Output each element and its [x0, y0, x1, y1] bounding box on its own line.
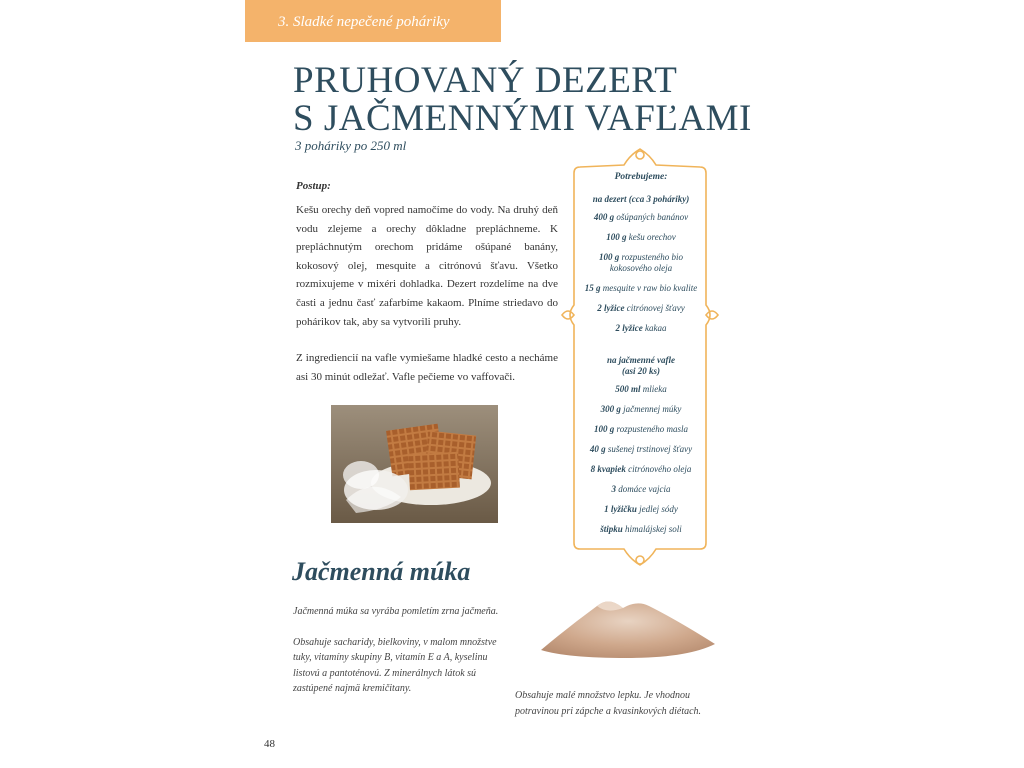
- method-paragraph-1: Kešu orechy deň vopred namočíme do vody. Na druhý deň vodu zlejeme a orechy dôkladne prepláchneme. K prepláchnutým orechom pridáme ošúpané banány, kokosový olej, mesquite a citrónovú šťavu. Všetko rozmixujeme v mixéri dohladka. Dezert rozdelíme na dve časti a jednu časť zafarbíme kakaom. Plníme striedavo do pohárikov tak, aby sa vytvorili pruhy.: [296, 204, 558, 328]
- ingredient-item: [578, 384, 704, 395]
- ingredient-qty: 100 g: [599, 252, 620, 262]
- ingredient-name: jačmennej múky: [623, 404, 682, 414]
- ingredient-qty: 15 g: [584, 283, 601, 293]
- ingredient-name: rozpusteného masla: [616, 424, 688, 434]
- ingredient-qty: 40 g: [589, 444, 606, 454]
- ingredient-name: kešu orechov: [628, 232, 676, 242]
- waffles-illustration: [331, 405, 498, 523]
- group2-title: [578, 355, 704, 377]
- title-line-2: S JAČMENNÝMI VAFĽAMI: [293, 98, 752, 139]
- section-text: [293, 604, 508, 712]
- ingredients-heading: Potrebujeme:: [614, 172, 668, 182]
- ingredient-item: [578, 283, 704, 294]
- ingredient-qty: štipku: [600, 524, 623, 534]
- group1-title: na dezert (cca 3 poháriky): [592, 194, 690, 204]
- ingredient-name: domáce vajcia: [618, 484, 671, 494]
- ingredient-qty: 2 lyžice: [615, 323, 643, 333]
- ingredient-item: [578, 232, 704, 243]
- ingredient-qty: 2 lyžice: [597, 303, 625, 313]
- ingredient-item: [578, 252, 704, 274]
- ingredient-item: [578, 212, 704, 223]
- chapter-tab: 3. Sladké nepečené poháriky: [245, 0, 501, 42]
- title-line-1: PRUHOVANÝ DEZERT: [293, 60, 678, 101]
- ingredient-name: jedlej sódy: [639, 504, 678, 514]
- ingredient-name: citrónového oleja: [628, 464, 692, 474]
- ingredients-list: [578, 172, 704, 544]
- ingredient-item: [578, 504, 704, 515]
- ingredient-item: [578, 464, 704, 475]
- method-paragraph-2: Z ingrediencií na vafle vymiešame hladké cesto a necháme asi 30 minút odležať. Vafle pečieme vo vaffovači.: [296, 352, 558, 383]
- ingredient-item: [578, 484, 704, 495]
- ingredient-name: himalájskej soli: [625, 524, 682, 534]
- group2-title-line-1: na jačmenné vafle: [607, 355, 675, 365]
- flour-caption: Obsahuje malé množstvo lepku. Je vhodnou potravinou pri zápche a kvasinkových diétach.: [515, 690, 702, 717]
- method-text: [296, 201, 558, 404]
- ingredient-item: [578, 444, 704, 455]
- ingredient-item: [578, 524, 704, 535]
- recipe-subtitle: 3 poháriky po 250 ml: [295, 138, 407, 153]
- ingredient-name: mlieka: [642, 384, 667, 394]
- ingredient-name: mesquite v raw bio kvalite: [602, 283, 698, 293]
- ingredient-name: sušenej trstinovej šťavy: [607, 444, 693, 454]
- ingredient-item: [578, 404, 704, 415]
- ingredient-name: citrónovej šťavy: [626, 303, 685, 313]
- ingredient-qty: 1 lyžičku: [604, 504, 637, 514]
- ingredient-qty: 500 ml: [615, 384, 641, 394]
- ingredient-qty: 8 kvapiek: [590, 464, 626, 474]
- ingredient-qty: 100 g: [594, 424, 615, 434]
- ingredient-name: ošúpaných banánov: [616, 212, 689, 222]
- page-number: 48: [264, 738, 275, 750]
- section-paragraph-1: Jačmenná múka sa vyrába pomletím zrna jačmeňa.: [293, 606, 499, 617]
- section-paragraph-2: Obsahuje sacharidy, bielkoviny, v malom množstve tuky, vitamíny skupiny B, vitamín E a A, kyselinu listovú a pantoténovú. Z minerálnych látok sú zastúpené najmä kremičitany.: [293, 636, 497, 694]
- ingredient-item: [578, 424, 704, 435]
- flour-illustration: [537, 588, 719, 660]
- group2-title-line-2: (asi 20 ks): [622, 366, 660, 376]
- waffles-photo: [331, 405, 498, 523]
- ingredient-name: rozpusteného bio kokosového oleja: [609, 252, 683, 273]
- method-label: Postup:: [296, 180, 331, 192]
- recipe-title: [293, 62, 763, 138]
- ingredient-qty: 3: [611, 484, 616, 494]
- ingredient-qty: 400 g: [593, 212, 615, 222]
- ingredient-qty: 300 g: [600, 404, 621, 414]
- ingredient-item: [578, 323, 704, 334]
- ingredient-name: kakaa: [645, 323, 667, 333]
- ingredient-qty: 100 g: [606, 232, 627, 242]
- ingredient-item: [578, 303, 704, 314]
- section-title: Jačmenná múka: [292, 557, 471, 586]
